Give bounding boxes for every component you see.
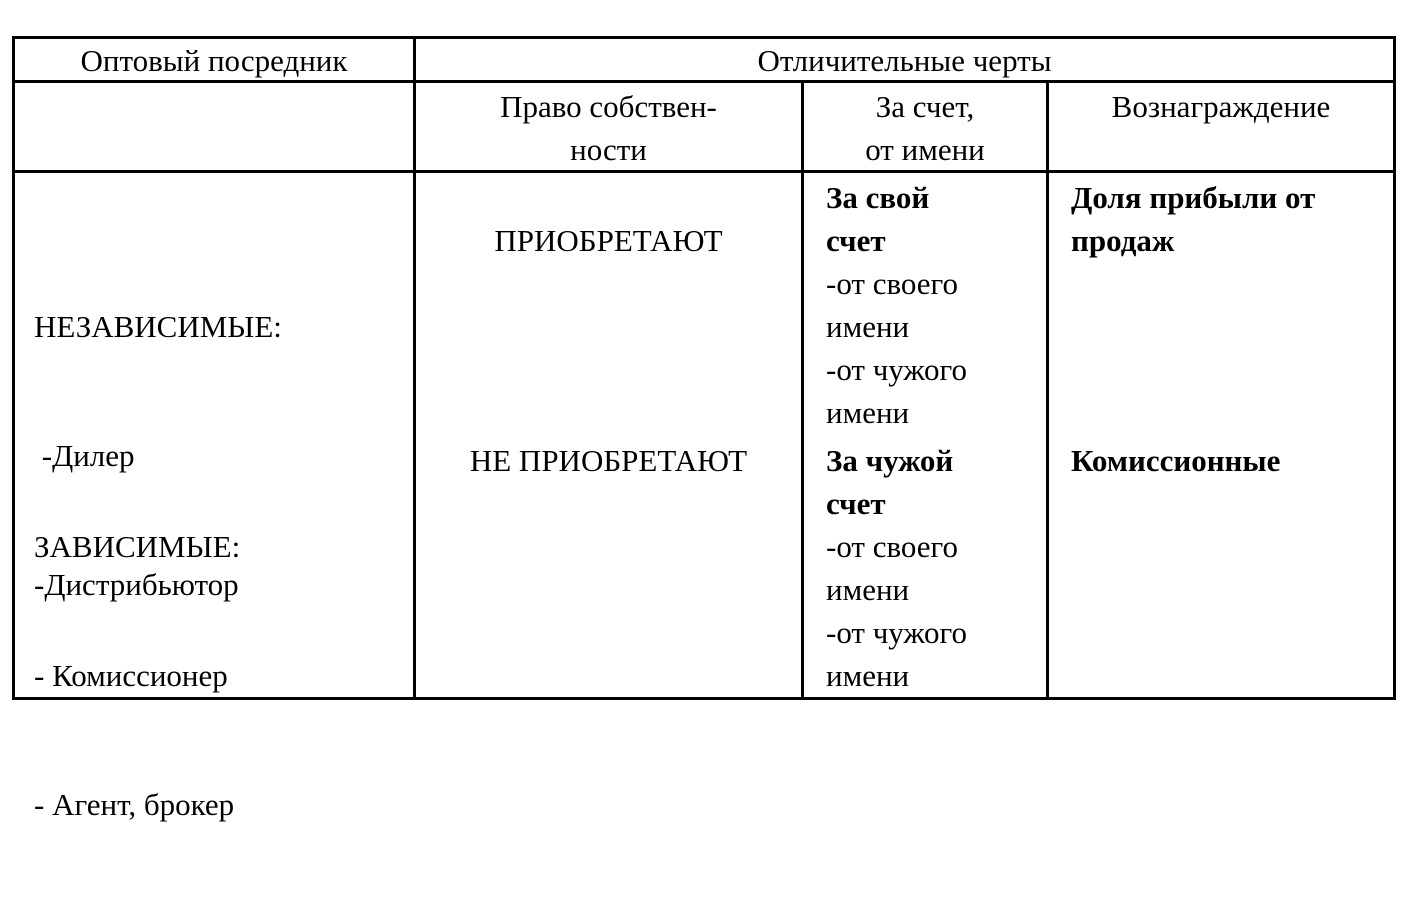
col2-divider bbox=[801, 82, 804, 700]
row-dependent-account-line: имени bbox=[826, 572, 910, 607]
row-dependent-account bbox=[826, 439, 967, 697]
subheader-account-line: За счет, bbox=[875, 89, 975, 124]
subheader-account bbox=[804, 85, 1046, 171]
row-dependent-ownership: НЕ ПРИОБРЕТАЮТ bbox=[469, 443, 748, 478]
row-independent-account-bold-line: счет bbox=[826, 223, 886, 258]
header-wholesaler: Оптовый посредник bbox=[80, 43, 348, 78]
subheader-account-line: от имени bbox=[865, 132, 985, 167]
row-dependent-account-line: -от чужого bbox=[826, 615, 967, 650]
subheader-reward: Вознаграждение bbox=[1111, 89, 1331, 124]
row-independent-ownership: ПРИОБРЕТАЮТ bbox=[494, 223, 723, 258]
row-independent-reward bbox=[1071, 176, 1315, 262]
row-independent-reward-line: Доля прибыли от bbox=[1071, 180, 1316, 215]
table-border-left bbox=[12, 36, 15, 700]
row-independent-reward-line: продаж bbox=[1071, 223, 1175, 258]
row-independent-type-line: -Дистрибьютор bbox=[34, 567, 239, 602]
subheader-ownership-line: ности bbox=[570, 132, 647, 167]
row-dependent-reward: Комиссионные bbox=[1071, 443, 1281, 478]
subheader-ownership-line: Право собствен- bbox=[500, 89, 717, 124]
row-dependent-account-bold-line: счет bbox=[826, 486, 886, 521]
header-distinctive-features: Отличительные черты bbox=[757, 43, 1052, 78]
row-dependent-type-line: ЗАВИСИМЫЕ: bbox=[34, 529, 241, 564]
row-dependent-account-line: -от своего bbox=[826, 529, 958, 564]
col3-divider bbox=[1046, 82, 1049, 700]
row-independent-account-line: имени bbox=[826, 309, 910, 344]
row-dependent-type-line: - Агент, брокер bbox=[34, 787, 235, 822]
row-independent-account bbox=[826, 176, 967, 434]
row-dependent-type-line: - Комиссионер bbox=[34, 658, 228, 693]
subheader-ownership bbox=[416, 85, 801, 171]
row-independent-account-line: -от своего bbox=[826, 266, 958, 301]
row-independent-type-line: НЕЗАВИСИМЫЕ: bbox=[34, 309, 282, 344]
table-border-right bbox=[1393, 36, 1396, 700]
row-dependent-account-line: имени bbox=[826, 658, 910, 693]
row-independent-account-line: -от чужого bbox=[826, 352, 967, 387]
row-dependent-account-bold-line: За чужой bbox=[826, 443, 954, 478]
row-dependent-type bbox=[34, 439, 240, 912]
row-independent-type-line: -Дилер bbox=[34, 438, 135, 473]
row-independent-account-line: имени bbox=[826, 395, 910, 430]
row-independent-account-bold-line: За свой bbox=[826, 180, 930, 215]
